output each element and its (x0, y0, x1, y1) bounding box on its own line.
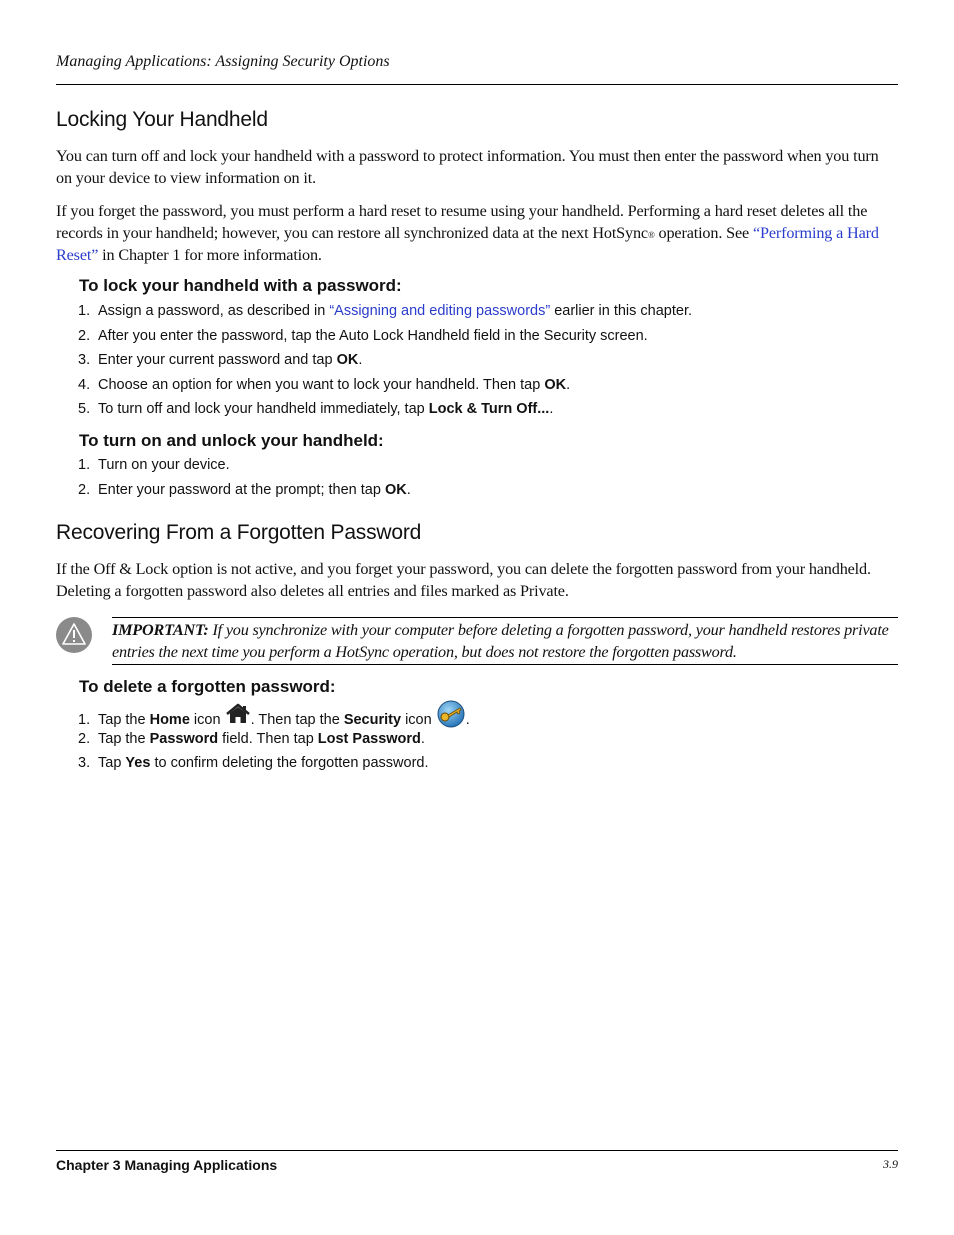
step-text: . (549, 401, 554, 417)
step-number: 1. (78, 712, 91, 729)
section-title-locking: Locking Your Handheld (56, 108, 268, 131)
paragraph-lock-intro: You can turn off and lock your handheld with a password to protect information. You must then enter the password when you turn on your device to view information on it. (56, 147, 879, 187)
procedure-title-delete: To delete a forgotten password: (79, 677, 336, 696)
step-number: 1. (78, 457, 91, 473)
text-fragment: in Chapter 1 for more information. (98, 246, 322, 264)
list-item (78, 702, 898, 727)
link-assigning-editing-passwords[interactable]: “Assigning and editing passwords” (329, 303, 551, 319)
step-bold-term: Home (149, 712, 190, 729)
list-item (78, 751, 898, 776)
step-text: Tap the (98, 712, 150, 729)
step-number: 2. (78, 327, 91, 344)
step-text: Assign a password, as described in (98, 303, 330, 319)
list-item (78, 299, 898, 324)
step-text: Tap (98, 755, 126, 771)
step-text: . (358, 352, 363, 368)
list-item (78, 348, 898, 373)
step-bold-term: OK (544, 376, 567, 393)
step-text: Tap the (98, 730, 150, 747)
list-item (78, 727, 898, 752)
text-fragment: operation. See (654, 224, 753, 242)
step-bold-term: OK (384, 481, 407, 498)
step-text: . (406, 481, 411, 498)
step-number: 2. (78, 481, 91, 498)
step-number: 2. (78, 730, 91, 747)
step-text: Turn on your device. (98, 457, 230, 473)
list-item (78, 324, 898, 349)
step-number: 3. (78, 352, 91, 368)
header-rule (56, 84, 898, 85)
section-title-recovering: Recovering From a Forgotten Password (56, 521, 422, 544)
procedure-title-lock: To lock your handheld with a password: (79, 276, 402, 295)
step-text: icon (189, 712, 225, 729)
step-text: To turn off and lock your handheld immediately, tap (98, 401, 429, 417)
paragraph-recover-intro: If the Off & Lock option is not active, and you forget your password, you can delete the forgotten password from your handheld. Deleting a forgotten password also deletes all entries and files marked as Private. (56, 560, 871, 600)
security-key-icon (436, 700, 466, 737)
step-text: . (420, 730, 425, 747)
important-note (112, 617, 898, 665)
warning-icon (56, 617, 92, 653)
note-text: If you synchronize with your computer before deleting a forgotten password, your handheld restores private entries the next time you perform a HotSync operation, but does not restore the forgotten password. (112, 621, 889, 661)
step-text: . Then tap the (250, 712, 344, 729)
step-bold-term: Security (343, 712, 402, 729)
paragraph-hard-reset (56, 200, 898, 266)
registered-mark: ® (647, 230, 655, 240)
procedure-title-unlock: To turn on and unlock your handheld: (79, 431, 384, 450)
lock-steps-list (78, 299, 898, 422)
text-fragment: If you forget the password, you must perform a hard reset to resume using your handheld. Performing a hard reset deletes all the records in your handheld; however, you can restore all synchronized data at the next HotSync (56, 202, 868, 242)
step-text: . (465, 712, 470, 729)
home-icon (225, 703, 251, 734)
step-number: 5. (78, 401, 91, 417)
footer-rule (56, 1150, 898, 1151)
footer-chapter: Chapter 3 Managing Applications (56, 1157, 278, 1173)
step-text: to confirm deleting the forgotten password. (150, 755, 429, 771)
note-label: IMPORTANT: (112, 621, 209, 639)
step-text: After you enter the password, tap the Auto Lock Handheld field in the Security screen. (98, 327, 648, 344)
step-number: 3. (78, 755, 91, 771)
step-bold-term: Lock & Turn Off... (428, 401, 550, 417)
unlock-steps-list (78, 453, 898, 502)
step-text: icon (401, 712, 436, 729)
list-item (78, 373, 898, 398)
running-header: Managing Applications: Assigning Security Options (56, 53, 390, 70)
list-item (78, 478, 898, 503)
step-text: Enter your current password and tap (98, 352, 337, 368)
step-text: Enter your password at the prompt; then tap (98, 481, 385, 498)
step-bold-term: OK (336, 352, 359, 368)
list-item (78, 397, 898, 422)
page-number: 3.9 (883, 1157, 898, 1171)
step-text: field. Then tap (218, 730, 318, 747)
link-performing-hard-reset[interactable]: “Performing a Hard Reset” (56, 224, 879, 264)
delete-steps-list (78, 702, 898, 776)
step-text: earlier in this chapter. (550, 303, 693, 319)
step-text: . (566, 376, 571, 393)
step-bold-term: Lost Password (317, 730, 421, 747)
step-number: 4. (78, 376, 91, 393)
step-number: 1. (78, 303, 91, 319)
step-text: Choose an option for when you want to lock your handheld. Then tap (98, 376, 545, 393)
step-bold-term: Yes (125, 755, 151, 771)
step-bold-term: Password (149, 730, 219, 747)
list-item (78, 453, 898, 478)
